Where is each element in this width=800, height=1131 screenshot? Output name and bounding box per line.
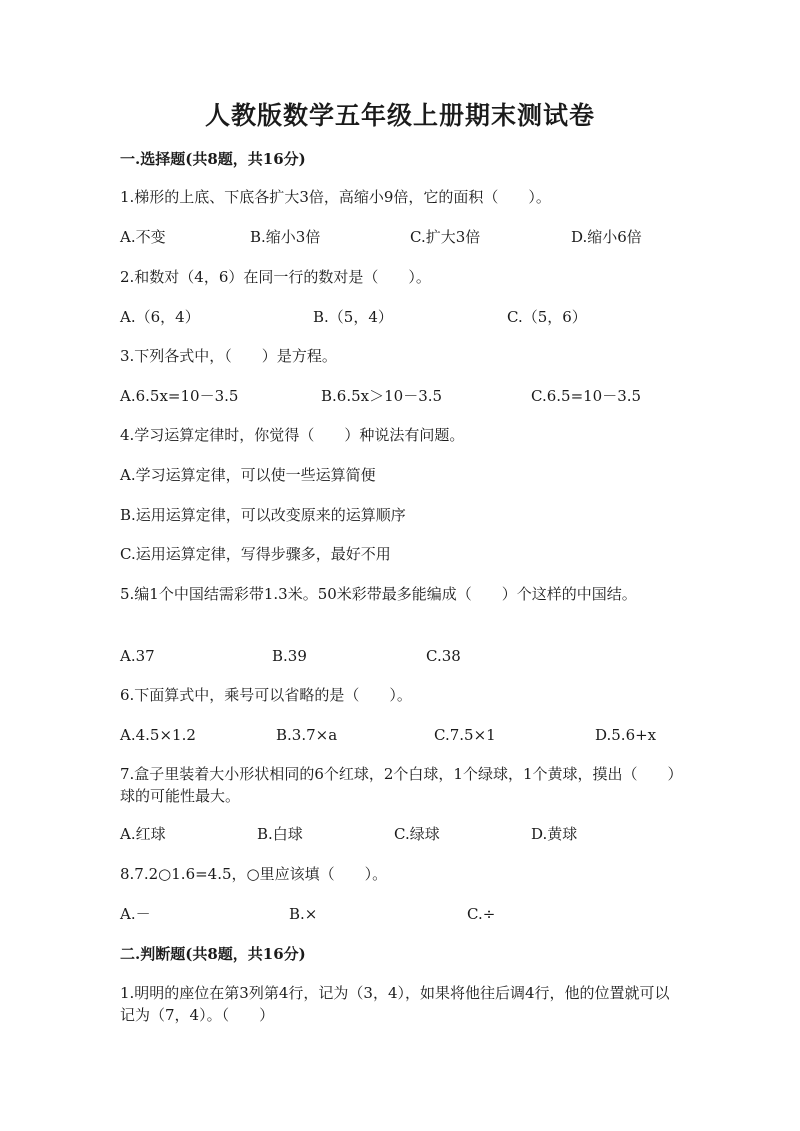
option-b: B.6.5x＞10－3.5: [321, 387, 443, 405]
question-5-text: 5.编1个中国结需彩带1.3米。50米彩带最多能编成（ ）个这样的中国结。: [120, 585, 637, 603]
question-3-options: [120, 385, 680, 407]
judgement-question-1-text: 1.明明的座位在第3列第4行，记为（3，4），如果将他往后调4行，他的位置就可以记为（7，4）。（ ）: [120, 984, 670, 1024]
option-b: B.（5，4）: [313, 308, 393, 326]
question-4-option-c: [120, 543, 680, 565]
page-title: 人教版数学五年级上册期末测试卷: [204, 101, 595, 130]
option-d: D.黄球: [531, 825, 578, 843]
option-c: C.（5，6）: [507, 308, 587, 326]
option-a: A.6.5x=10－3.5: [120, 387, 239, 405]
option-b: B.白球: [257, 825, 303, 843]
option-b: B.×: [289, 905, 318, 923]
option-c: C.绿球: [394, 825, 440, 843]
option-a: A.－: [120, 905, 151, 923]
option-a: A.红球: [120, 825, 166, 843]
option-c: C.÷: [467, 905, 496, 923]
option-a: A.学习运算定律，可以使一些运算简便: [120, 466, 376, 484]
option-b: B.3.7×a: [276, 726, 338, 744]
question-2-text: 2.和数对（4，6）在同一行的数对是（ ）。: [120, 268, 431, 286]
option-a: A.37: [120, 647, 155, 665]
option-c: C.6.5=10－3.5: [531, 387, 642, 405]
option-c: C.38: [426, 647, 461, 665]
option-c: C.7.5×1: [434, 726, 496, 744]
section-heading-judgement: 二.判断题(共8题，共16分): [120, 945, 306, 963]
option-b: B.运用运算定律，可以改变原来的运算顺序: [120, 506, 406, 524]
question-5-options: [120, 645, 680, 667]
question-4-option-a: [120, 464, 680, 486]
option-c: C.运用运算定律，写得步骤多，最好不用: [120, 545, 391, 563]
option-d: D.缩小6倍: [571, 228, 642, 246]
option-d: D.5.6+x: [595, 726, 657, 744]
question-8-options: [120, 903, 680, 925]
question-4-text: 4.学习运算定律时，你觉得（ ）种说法有问题。: [120, 426, 465, 444]
option-b: B.缩小3倍: [250, 228, 321, 246]
question-3-text: 3.下列各式中，（ ）是方程。: [120, 347, 337, 365]
option-a: A.4.5×1.2: [120, 726, 196, 744]
section-heading-choice: 一.选择题(共8题，共16分): [120, 150, 306, 168]
option-a: A.（6，4）: [120, 308, 200, 326]
question-4-option-b: [120, 504, 680, 526]
option-b: B.39: [272, 647, 307, 665]
question-7-options: [120, 823, 680, 845]
question-6-text: 6.下面算式中，乘号可以省略的是（ ）。: [120, 686, 412, 704]
question-6-options: [120, 724, 680, 746]
question-7-text: 7.盒子里装着大小形状相同的6个红球，2个白球，1个绿球，1个黄球，摸出（ ）球的可能性最大。: [120, 765, 675, 805]
question-2-options: [120, 306, 680, 328]
question-1-options: [120, 226, 680, 248]
question-1-text: 1.梯形的上底、下底各扩大3倍，高缩小9倍，它的面积（ ）。: [120, 188, 551, 206]
option-c: C.扩大3倍: [410, 228, 481, 246]
option-a: A.不变: [120, 228, 166, 246]
question-8-text: 8.7.2○1.6=4.5，○里应该填（ ）。: [120, 865, 388, 883]
